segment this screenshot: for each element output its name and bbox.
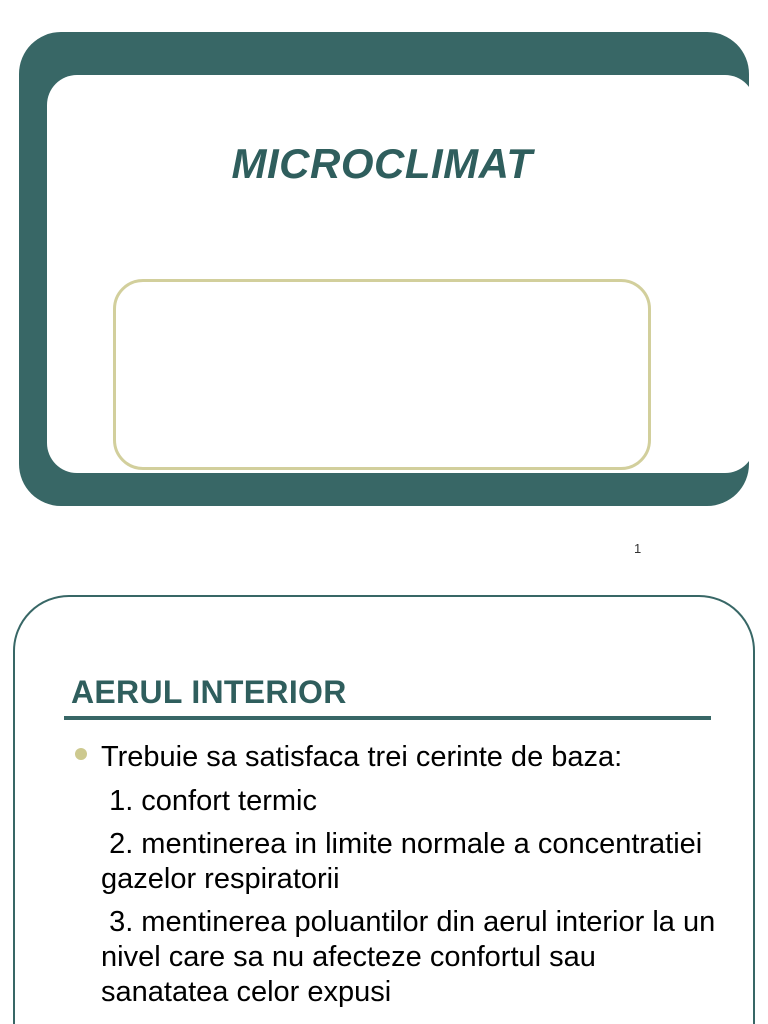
list-item-poluanti: 3. mentinerea poluantilor din aerul interior la un nivel care sa nu afecteze confortul sau sanatatea celor expusi — [101, 906, 724, 1008]
list-item-gaze-respiratorii: 2. mentinerea in limite normale a concentratiei gazelor respiratorii — [101, 828, 711, 895]
bullet-text: Trebuie sa satisfaca trei cerinte de baza: — [101, 741, 623, 773]
slide-1-subtitle-box — [113, 279, 651, 470]
page-number: 1 — [634, 541, 642, 556]
list-item-confort-termic: 1. confort termic — [101, 785, 317, 817]
title-divider — [64, 716, 711, 720]
bullet-icon — [75, 748, 87, 760]
slide-1-title: MICROCLIMAT — [231, 140, 533, 187]
slide-2-title: AERUL INTERIOR — [71, 674, 347, 710]
